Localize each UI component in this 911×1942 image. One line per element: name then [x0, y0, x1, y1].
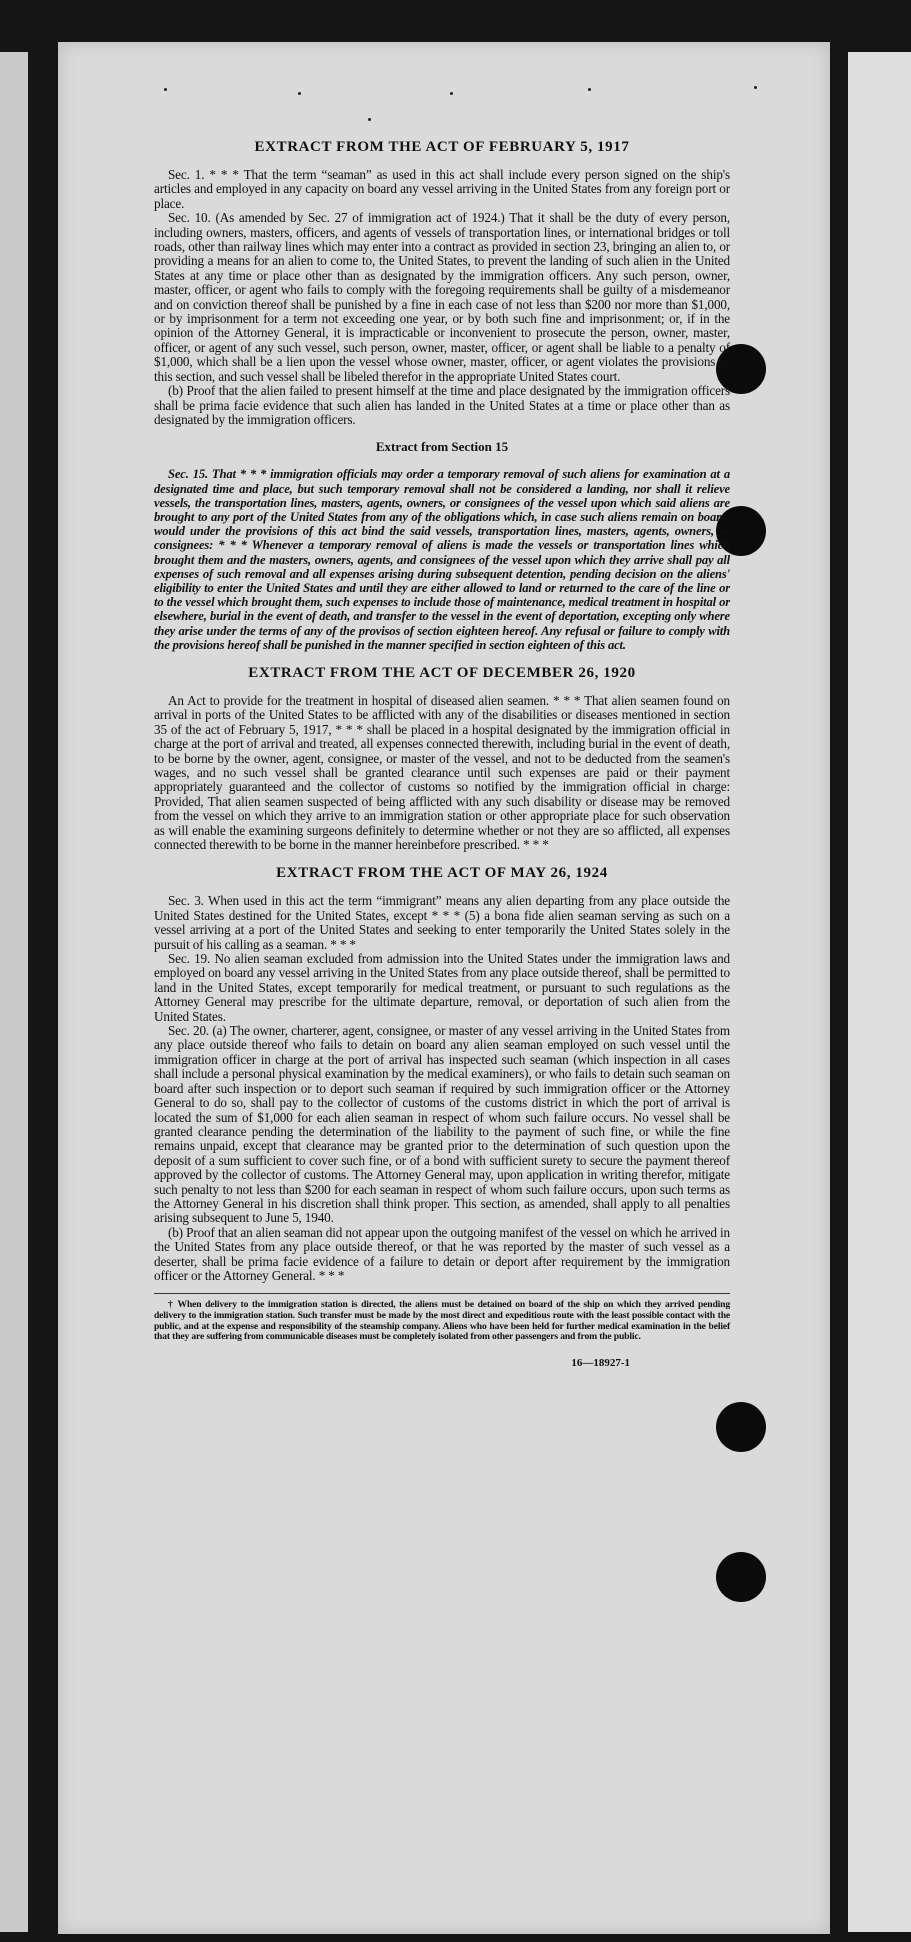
section-subheading: Extract from Section 15 — [375, 439, 509, 455]
footnote-divider — [154, 1293, 730, 1294]
adjacent-page-left-edge — [0, 52, 28, 1932]
paragraph: Sec. 1. * * * That the term “seaman” as used in this act shall include every person signed on the ship's articles and employed in any capacity on board any vessel arriving in the United States from any foreign port or place. — [154, 167, 730, 211]
paragraph: An Act to provide for the treatment in hospital of diseased alien seamen. * * * That alien seamen found on arrival in ports of the United States to be afflicted with any of the disabilities or diseases mentioned in section 35 of the act of February 5, 1917, * * * shall be placed in a hospital designated by the immigration official in charge at the port of arrival and treated, all expenses connected therewith, including burial in the event of death, to be borne by the owner, agent, consignee, or master of the vessel, and not to be deducted from the seamen's wages, and no such vessel shall be granted clearance until such expenses are paid or their payment appropriately guaranteed and the collector of customs so notified by the immigration official in charge: Provided, That alien seamen suspected of being afflicted with any such disability or disease may be removed from the vessel on which they arrive to an immigration station or other appropriate place for such observation as will enable the examining surgeons definitely to determine whether or not they are so afflicted, all expenses connected therewith to be borne in the manner hereinbefore prescribed. * * * — [154, 692, 730, 853]
paragraph: Sec. 19. No alien seaman excluded from admission into the United States under the immigration laws and employed on board any vessel arriving in the United States from any place outside thereof, shall be permitted to land in the United States, except temporarily for medical treatment, or pursuant to such regulations as the Attorney General may prescribe for the ultimate departure, removal, or deportation of such alien from the United States. — [154, 951, 730, 1024]
paragraph: (b) Proof that the alien failed to present himself at the time and place designated by the immigration officers shall be prima facie evidence that such alien has landed in the United States at a time or place other than as designated by the immigration officers. — [154, 383, 730, 427]
paragraph: Sec. 10. (As amended by Sec. 27 of immigration act of 1924.) That it shall be the duty of every person, including owners, masters, officers, and agents of vessels of transportation lines, or international bridges or toll roads, other than railway lines which may enter into a contract as provided in section 23, bringing an alien to, or providing a means for an alien to come to, the United States, to prevent the landing of such alien in the United States at any time or place other than as designated by the immigration officers. Any such person, owner, master, officer, or agent who fails to comply with the foregoing requirements shall be guilty of a misdemeanor and on conviction thereof shall be punished by a fine in each case of not less than $200 nor more than $1,000, or by imprisonment for a term not exceeding one year, or by both such fine and imprisonment; or, if in the opinion of the Attorney General, it is impracticable or inconvenient to prosecute the person, owner, master, officer, or agent of any such vessel, such person, owner, master, officer, or agent shall be liable to a penalty of $1,000, which shall be a lien upon the vessel whose owner, master, officer, or agent violates the provisions of this section, and such vessel shall be libeled therefor in the appropriate United States court. — [154, 210, 730, 384]
scan-speck — [368, 118, 371, 121]
section-heading: EXTRACT FROM THE ACT OF DECEMBER 26, 1920 — [248, 664, 636, 681]
adjacent-page-right-edge — [848, 52, 911, 1932]
scan-speck — [588, 88, 591, 91]
scan-speck — [164, 88, 167, 91]
paragraph: Sec. 20. (a) The owner, charterer, agent, consignee, or master of any vessel arriving in the United States from any place outside thereof who fails to detain on board any alien seaman employed on such vessel until the immigration officer in charge at the port of arrival has inspected such seaman (which inspection in all cases shall include a personal physical examination by the medical examiners), or who fails to detain such seaman on board after such inspection or to deport such seaman if required by such immigration officer or the Attorney General to do so, shall pay to the collector of customs of the customs district in which the port of arrival is located the sum of $1,000 for each alien seaman in respect of whom such failure occurs. No vessel shall be granted clearance pending the determination of the liability to the payment of such fine, or while the fine remains unpaid, except that clearance may be granted prior to the determination of such question upon the deposit of a sum sufficient to cover such fine, or of a bond with sufficient surety to secure the payment thereof approved by the collector of customs. The Attorney General may, upon application in writing therefor, mitigate such penalty to not less than $200 for each seaman in respect of whom such failure occurs, upon such terms as the Attorney General in his discretion shall think proper. This section, as amended, shall apply to all penalties arising subsequent to June 5, 1940. — [154, 1023, 730, 1226]
footnote: † When delivery to the immigration station is directed, the aliens must be detained on board of the ship on which they arrived pending delivery to the immigration station. Such transfer must be made by the most direct and expeditious route with the least possible contact with the public, and at the expense and responsibility of the steamship company. Aliens who have been held for further medical examination in the belief that they are suffering from communicable diseases must be completely isolated from other passengers and from the public. — [154, 1299, 730, 1343]
paragraph: Sec. 3. When used in this act the term “immigrant” means any alien departing from any place outside the United States destined for the United States, except * * * (5) a bona fide alien seaman serving as such on a vessel arriving at a port of the United States and seeking to enter temporarily the United States solely in the pursuit of his calling as a seaman. * * * — [154, 893, 730, 952]
punch-hole — [716, 1402, 766, 1452]
document-page — [58, 42, 830, 1934]
punch-hole — [716, 1552, 766, 1602]
section-heading: EXTRACT FROM THE ACT OF FEBRUARY 5, 1917 — [254, 139, 630, 155]
paragraph: (b) Proof that an alien seaman did not appear upon the outgoing manifest of the vessel on which he arrived in the United States from any place outside thereof, or that he was reported by the master of such vessel as a deserter, shall be prima facie evidence of a failure to detain or deport after requirement by the immigration officer or the Attorney General. * * * — [154, 1224, 730, 1283]
form-number: 16—18927-1 — [571, 1356, 630, 1369]
section-heading: EXTRACT FROM THE ACT OF MAY 26, 1924 — [276, 865, 608, 882]
paragraph: Sec. 15. That * * * immigration officials may order a temporary removal of such aliens for examination at a designated time and place, but such temporary removal shall not be considered a landing, nor shall it relieve vessels, the transportation lines, masters, agents, owners, or consignees of the vessel upon which said aliens are brought to any port of the United States from any of the obligations which, in case such aliens remain on board, would under the provisions of this act bind the said vessels, transportation lines, masters, agents, owners, or consignees: * * * Whenever a temporary removal of aliens is made the vessels or transportation lines which brought them and the masters, owners, agents, and consignees of the vessel upon which they arrive shall pay all expenses of such removal and all expenses arising during subsequent detention, pending decision on the aliens' eligibility to enter the United States and until they are either allowed to land or returned to the care of the line or to the vessel which brought them, such expenses to include those of maintenance, medical treatment in hospital or elsewhere, burial in the event of death, and transfer to the vessel in the event of deportation, excepting only where they arise under the terms of any of the provisos of section eighteen hereof. Any refusal or failure to comply with the provisions hereof shall be punished in the manner specified in section eighteen of this act. — [154, 467, 730, 652]
scan-speck — [754, 86, 757, 89]
scan-speck — [298, 92, 301, 95]
scan-speck — [450, 92, 453, 95]
document-body — [154, 138, 730, 1369]
